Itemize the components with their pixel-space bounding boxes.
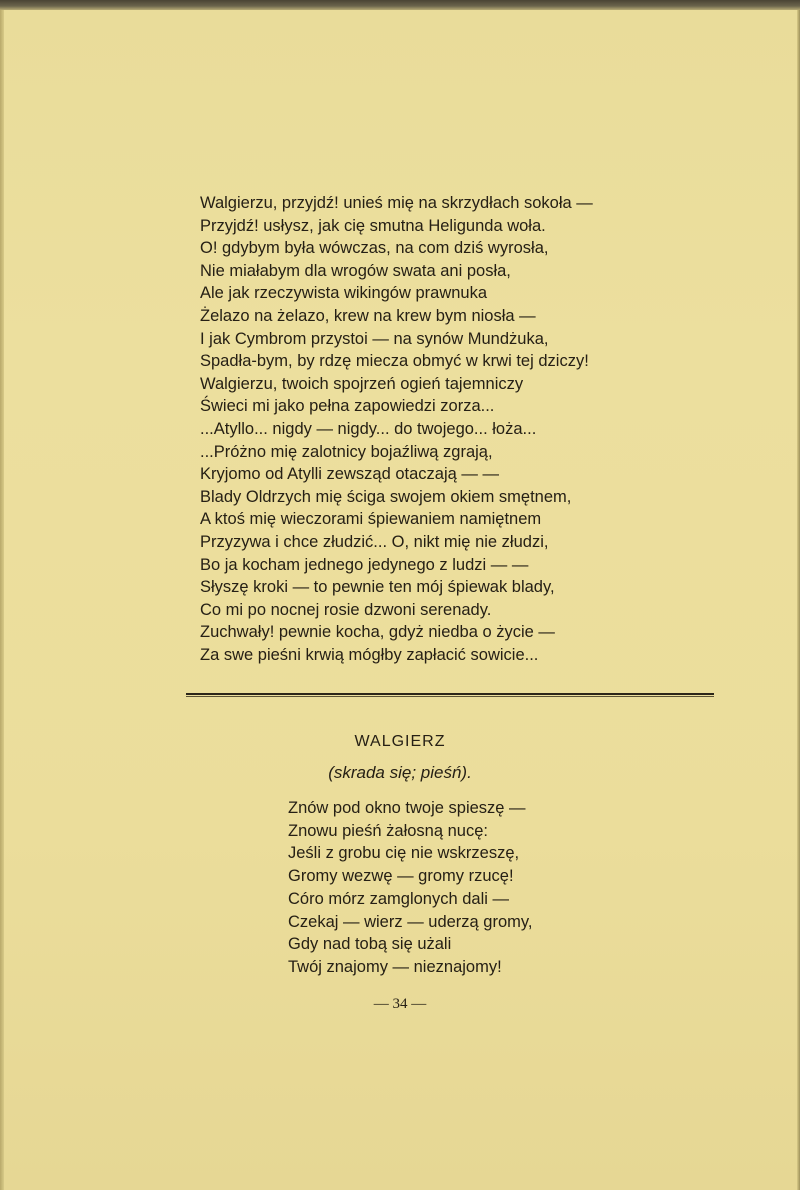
verse-line: Świeci mi jako pełna zapowiedzi zorza... bbox=[200, 397, 495, 416]
verse-line: Żelazo na żelazo, krew na krew bym niosła — bbox=[200, 306, 536, 325]
song-line: Znów pod okno twoje spieszę — bbox=[288, 799, 526, 817]
song-line: Znowu pieśń żałosną nucę: bbox=[288, 821, 488, 840]
verse-line: Słyszę kroki — to pewnie ten mój śpiewak blady, bbox=[200, 578, 555, 597]
stage-direction: (skrada się; pieśń). bbox=[328, 763, 472, 782]
verse-line: Co mi po nocnej rosie dzwoni serenady. bbox=[200, 600, 492, 619]
song-line: Gromy wezwę — gromy rzucę! bbox=[288, 867, 514, 886]
speaker-name: WALGIERZ bbox=[354, 733, 446, 750]
verse-line: Walgierzu, twoich spojrzeń ogień tajemniczy bbox=[200, 374, 524, 393]
verse-line: Za swe pieśni krwią mógłby zapłacić sowicie... bbox=[200, 645, 539, 664]
verse-line: Kryjomo od Atylli zewsząd otaczają — — bbox=[200, 465, 499, 484]
verse-line: A ktoś mię wieczorami śpiewaniem namiętnem bbox=[200, 510, 542, 529]
section-divider bbox=[186, 693, 714, 695]
song-verse bbox=[288, 797, 533, 979]
page-left-edge bbox=[0, 10, 4, 1190]
verse-line: Zuchwały! pewnie kocha, gdyż niedba o życie — bbox=[200, 623, 555, 642]
verse-line: I jak Cymbrom przystoi — na synów Mundżuka, bbox=[200, 329, 549, 348]
verse-line: Nie miałabym dla wrogów swata ani posła, bbox=[200, 261, 511, 280]
verse-line: O! gdybym była wówczas, na com dziś wyrosła, bbox=[200, 239, 549, 258]
page-number: — 34 — bbox=[373, 996, 427, 1012]
verse-line: Przyjdź! usłysz, jak cię smutna Heligunda woła. bbox=[200, 216, 546, 235]
verse-line: Blady Oldrzych mię ściga swojem okiem smętnem, bbox=[200, 487, 572, 506]
song-line: Czekaj — wierz — uderzą gromy, bbox=[288, 912, 533, 931]
verse-line: Spadła-bym, by rdzę miecza obmyć w krwi tej dziczy! bbox=[200, 352, 589, 371]
verse-line: ...Atyllo... nigdy — nigdy... do twojego... łoża... bbox=[200, 419, 537, 438]
page-top-edge bbox=[0, 0, 800, 10]
verse-line: Bo ja kocham jednego jedynego z ludzi — — bbox=[200, 555, 529, 574]
verse-line: ...Próżno mię zalotnicy bojaźliwą zgrają, bbox=[200, 442, 493, 461]
song-line: Córo mórz zamglonych dali — bbox=[288, 889, 509, 908]
verse-line: Ale jak rzeczywista wikingów prawnuka bbox=[200, 284, 488, 303]
song-line: Gdy nad tobą się użali bbox=[288, 935, 452, 954]
verse-line: Przyzywa i chce złudzić... O, nikt mię nie złudzi, bbox=[200, 532, 549, 551]
poem-verse bbox=[200, 192, 593, 666]
verse-line: Walgierzu, przyjdź! unieś mię na skrzydłach sokoła — bbox=[200, 194, 593, 212]
song-line: Twój znajomy — nieznajomy! bbox=[288, 957, 502, 976]
song-line: Jeśli z grobu cię nie wskrzeszę, bbox=[288, 844, 520, 863]
